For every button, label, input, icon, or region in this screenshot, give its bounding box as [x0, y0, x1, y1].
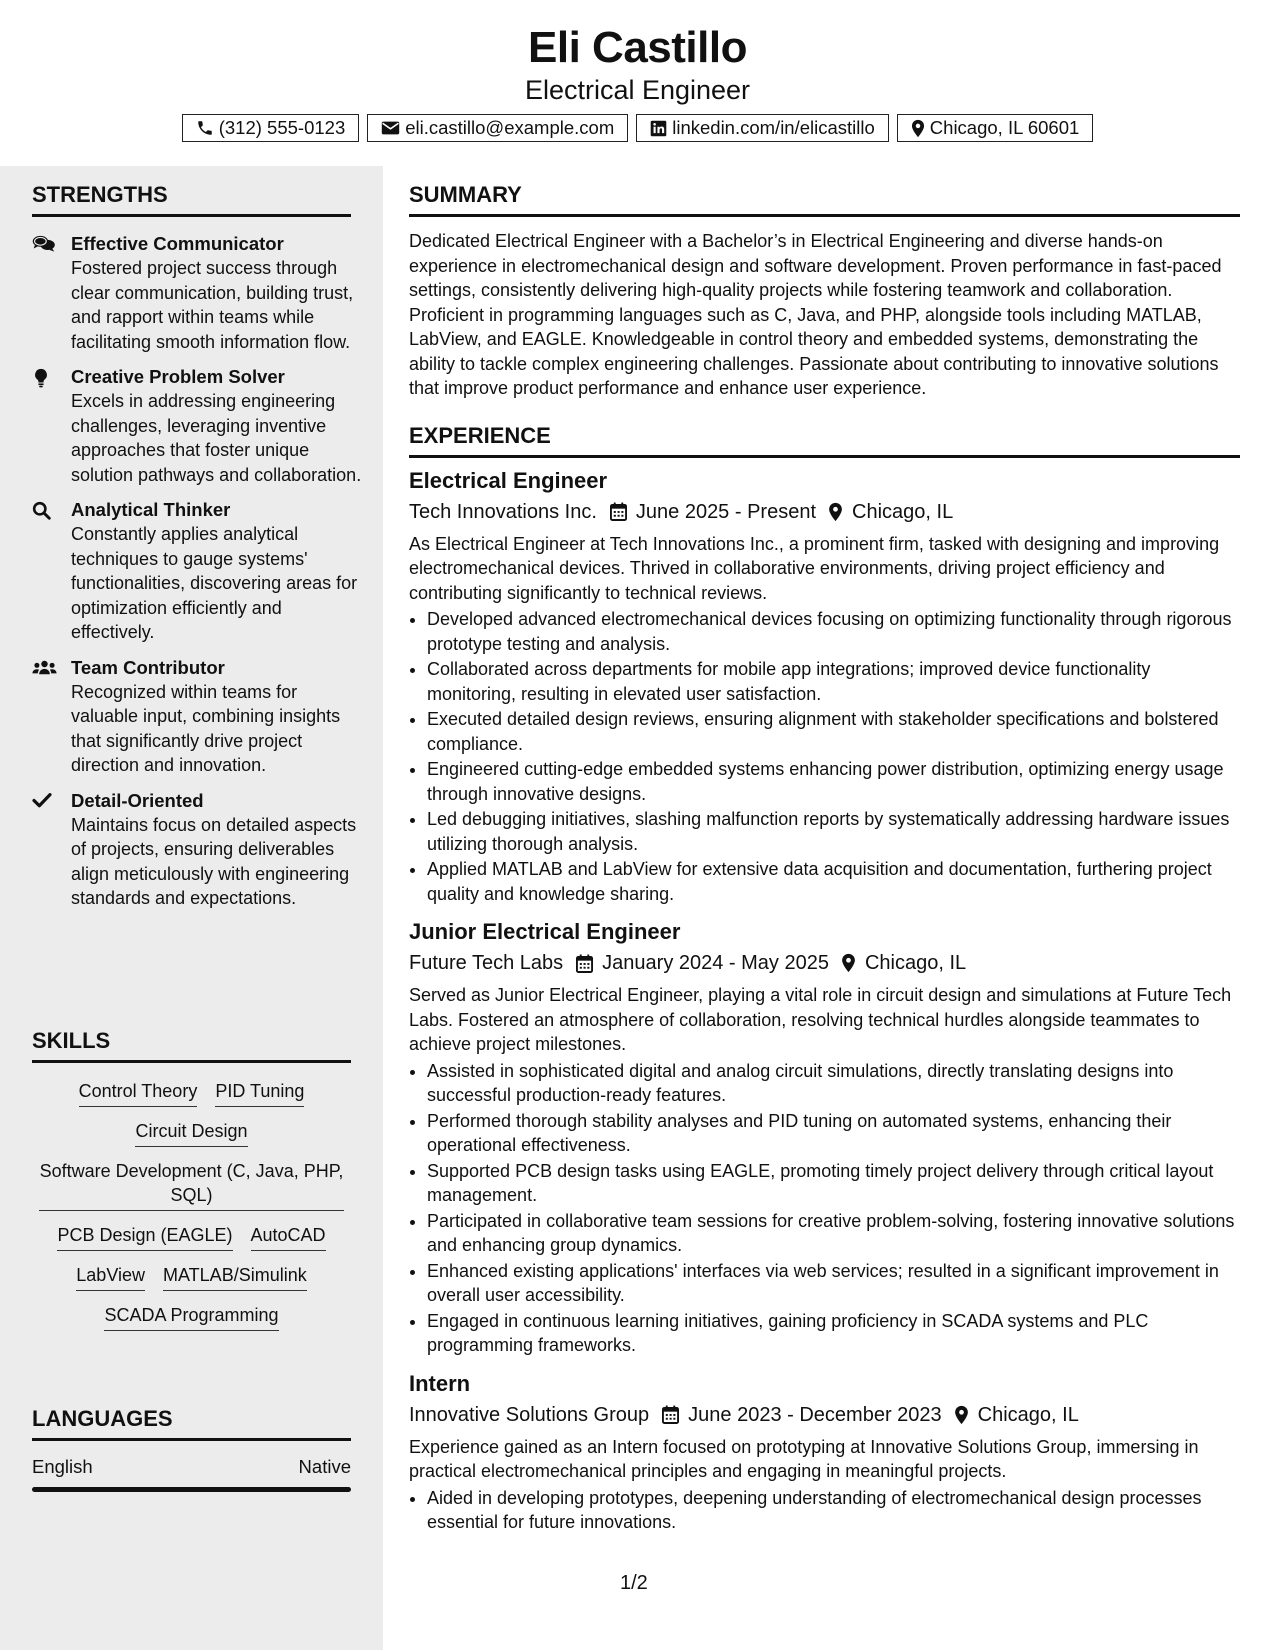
candidate-name: Eli Castillo [528, 23, 747, 72]
strength-item [32, 656, 362, 778]
bullet-item: • Led debugging initiatives, slashing malfunction reports by systematically addressing hardware issues utilizing thorough analysis. [427, 807, 1240, 856]
location-icon [841, 953, 856, 973]
main-content [409, 166, 1240, 1536]
bullet-item: • Supported PCB design tasks using EAGLE, promoting timely project delivery through critical layout management. [427, 1159, 1240, 1208]
job-bullets [409, 607, 1240, 906]
skill-row [32, 1079, 351, 1107]
skill-tag: PCB Design (EAGLE) [57, 1223, 232, 1251]
skill-row [32, 1303, 351, 1331]
search-icon [32, 498, 71, 645]
job-entry [409, 1369, 1240, 1535]
strength-desc: Maintains focus on detailed aspects of projects, ensuring deliverables align meticulously with engineering standards and expectations. [71, 814, 357, 908]
job-location: Chicago, IL [977, 1403, 1079, 1426]
strength-desc: Recognized within teams for valuable input, combining insights that significantly drive project direction and innovation. [71, 681, 341, 775]
page-number: 1/2 [620, 1572, 648, 1594]
strength-desc: Fostered project success through clear communication, building trust, and rapport within teams while facilitating smooth information flow. [71, 258, 354, 352]
phone-icon [196, 119, 214, 137]
job-meta [409, 1401, 1240, 1429]
strength-title: Team Contributor [71, 656, 225, 678]
bullet-item: • Engineered cutting-edge embedded systems enhancing power distribution, optimizing energy usage through innovative designs. [427, 757, 1240, 806]
strength-item [32, 498, 362, 645]
languages-heading: LANGUAGES [32, 1404, 351, 1441]
skill-tag: MATLAB/Simulink [163, 1263, 307, 1291]
contact-phone[interactable] [182, 114, 360, 142]
skill-tag: LabView [76, 1263, 145, 1291]
candidate-title: Electrical Engineer [524, 75, 751, 105]
skill-tag: Control Theory [79, 1079, 198, 1107]
contact-linkedin[interactable] [636, 114, 889, 142]
job-dates: June 2025 - Present [635, 500, 817, 523]
calendar-icon [576, 954, 593, 973]
bullet-item: • Participated in collaborative team sessions for creative problem-solving, fostering innovative solutions and enhancing group dynamics. [427, 1209, 1240, 1258]
languages-section [32, 1404, 351, 1492]
summary-text: Dedicated Electrical Engineer with a Bachelor’s in Electrical Engineering and diverse hands-on experience in electromechanical design and software development. Proven performance in fast-paced settings, consistently delivering high-quality projects while fostering teamwork and collaboration. Proficient in programming languages such as C, Java, and PHP, alongside tools including MATLAB, LabView, and EAGLE. Knowledgeable in control theory and embedded systems, demonstrating the ability to tackle complex engineering challenges. Passionate about contributing to innovative solutions that improve product performance and enhance user experience. [409, 231, 1222, 398]
strength-item [32, 232, 362, 354]
email-icon [381, 120, 400, 136]
team-icon [32, 656, 71, 778]
company-name: Tech Innovations Inc. [409, 500, 597, 523]
company-name: Future Tech Labs [409, 952, 564, 974]
skill-tag: PID Tuning [215, 1079, 304, 1107]
skill-tag: Circuit Design [135, 1119, 247, 1147]
experience-heading: EXPERIENCE [409, 421, 1240, 458]
strength-desc: Constantly applies analytical techniques to gauge systems' functionalities, discovering areas for optimization efficiently and effectively. [71, 524, 358, 642]
comments-icon [32, 232, 71, 354]
strength-item [32, 365, 362, 487]
strengths-heading: STRENGTHS [32, 180, 351, 217]
language-name: English [32, 1456, 93, 1477]
strength-title: Detail-Oriented [71, 789, 204, 811]
strength-title: Analytical Thinker [71, 499, 231, 520]
summary-heading: SUMMARY [409, 180, 1240, 217]
job-meta [409, 498, 1240, 526]
strength-title: Effective Communicator [71, 233, 284, 254]
language-level: Native [298, 1456, 351, 1477]
language-proficiency-bar [32, 1487, 351, 1492]
skill-tag: AutoCAD [251, 1223, 326, 1251]
contact-text: (312) 555-0123 [218, 117, 346, 138]
bullet-item: • Aided in developing prototypes, deepening understanding of electromechanical design processes essential for future innovations. [427, 1486, 1240, 1535]
contact-text: eli.castillo@example.com [405, 117, 615, 138]
job-title: Intern [409, 1370, 471, 1396]
checkmark-icon [32, 789, 71, 911]
job-bullets [409, 1059, 1240, 1358]
company-name: Innovative Solutions Group [409, 1403, 650, 1426]
job-title: Junior Electrical Engineer [409, 919, 681, 944]
location-icon [954, 1405, 969, 1425]
skill-tag: SCADA Programming [104, 1303, 278, 1331]
contact-bar [0, 114, 1275, 142]
lightbulb-icon [32, 365, 71, 487]
strength-item [32, 789, 362, 911]
resume-header [0, 0, 1275, 166]
job-description: As Electrical Engineer at Tech Innovations Inc., a prominent firm, tasked with designing and improving electromechanical devices. Thrived in collaborative environments, driving project efficiency and contributing significantly to technical reviews. [409, 533, 1220, 603]
skill-row [32, 1263, 351, 1291]
language-row [32, 1455, 351, 1479]
linkedin-icon [650, 120, 667, 137]
bullet-item: • Developed advanced electromechanical devices focusing on optimizing functionality through rigorous prototype testing and analysis. [427, 607, 1240, 656]
location-icon [911, 119, 925, 138]
strength-desc: Excels in addressing engineering challenges, leveraging inventive approaches that foster unique solution pathways and collaboration. [71, 391, 362, 485]
bullet-item: • Enhanced existing applications' interfaces via web services; resulted in a significant improvement in overall user accessibility. [427, 1259, 1240, 1308]
job-dates: January 2024 - May 2025 [602, 952, 829, 974]
skills-heading: SKILLS [32, 1026, 351, 1063]
job-meta [409, 949, 1240, 977]
calendar-icon [610, 502, 627, 521]
bullet-item: • Applied MATLAB and LabView for extensive data acquisition and documentation, furthering project quality and knowledge sharing. [427, 857, 1240, 906]
job-location: Chicago, IL [852, 500, 954, 523]
job-entry [409, 917, 1240, 1358]
skill-row [32, 1223, 351, 1251]
bullet-item: • Collaborated across departments for mobile app integrations; improved device functionality monitoring, resulting in elevated user satisfaction. [427, 657, 1240, 706]
strengths-list [32, 232, 362, 922]
bullet-item: • Performed thorough stability analyses and PID tuning on automated systems, enhancing their operational effectiveness. [427, 1109, 1240, 1158]
skill-row [32, 1119, 351, 1147]
contact-email[interactable] [367, 114, 628, 142]
job-location: Chicago, IL [864, 952, 967, 974]
job-dates: June 2023 - December 2023 [688, 1403, 942, 1426]
bullet-item: • Assisted in sophisticated digital and analog circuit simulations, directly translating designs into successful production-ready features. [427, 1059, 1240, 1108]
contact-location[interactable] [897, 114, 1093, 142]
contact-text: Chicago, IL 60601 [929, 117, 1080, 138]
job-title: Electrical Engineer [409, 467, 608, 493]
job-entry [409, 466, 1240, 907]
contact-text: linkedin.com/in/elicastillo [672, 117, 875, 138]
job-description: Served as Junior Electrical Engineer, playing a vital role in circuit design and simulations at Future Tech Labs. Fostered an atmosphere of collaboration, resolving technical hurdles alongside teammates to achieve project milestones. [409, 985, 1232, 1054]
location-icon [828, 502, 843, 522]
bullet-item: • Executed detailed design reviews, ensuring alignment with stakeholder specifications and bolstered compliance. [427, 707, 1240, 756]
job-bullets [409, 1486, 1240, 1535]
bullet-item: • Engaged in continuous learning initiatives, gaining proficiency in SCADA systems and PLC programming frameworks. [427, 1309, 1240, 1358]
strength-title: Creative Problem Solver [71, 366, 285, 387]
skill-row [32, 1159, 351, 1211]
experience-list [409, 466, 1240, 1535]
skill-tag: Software Development (C, Java, PHP, SQL) [39, 1159, 344, 1211]
calendar-icon [662, 1405, 679, 1424]
skills-section [32, 1026, 351, 1331]
sidebar [0, 166, 383, 1650]
job-description: Experience gained as an Intern focused on prototyping at Innovative Solutions Group, immersing in practical electromechanical principles and engaging in meaningful projects. [409, 1436, 1199, 1481]
